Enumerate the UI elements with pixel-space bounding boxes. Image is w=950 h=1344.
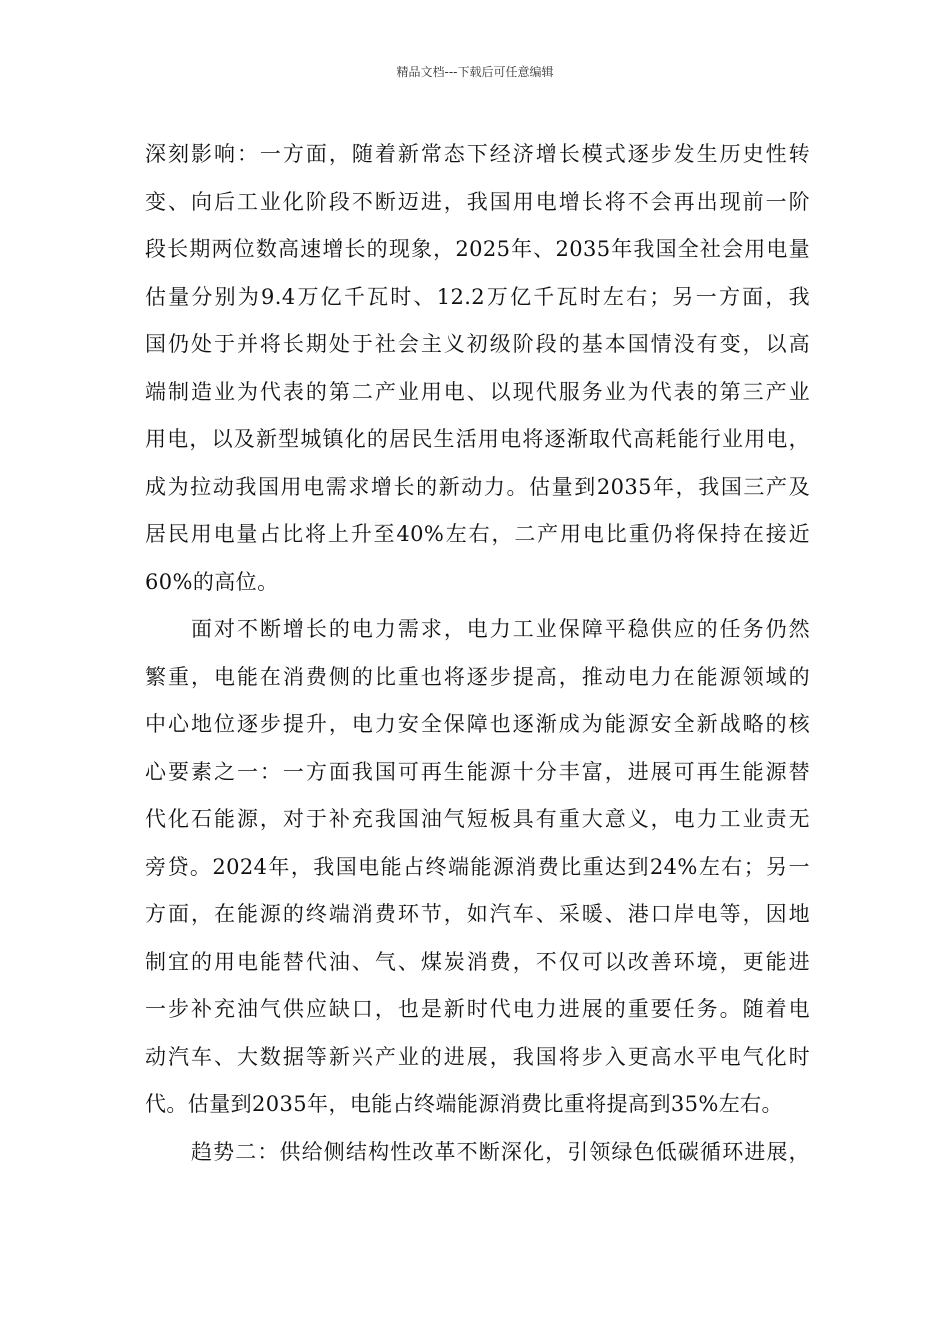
text-line: 估量分别为9.4万亿千瓦时、12.2万亿千瓦时左右；另一方面，我 <box>145 284 810 309</box>
text-line: 面对不断增长的电力需求，电力工业保障平稳供应的任务仍然 <box>191 617 810 641</box>
text-line: 旁贷。2024年，我国电能占终端能源消费比重达到24%左右；另一 <box>145 854 810 879</box>
text-line: 代。估量到2035年，电能占终端能源消费比重将提高到35%左右。 <box>145 1092 783 1116</box>
text-line: 趋势二：供给侧结构性改革不断深化，引领绿色低碳循环进展， <box>191 1139 810 1164</box>
text-line: 端制造业为代表的第二产业用电、以现代服务业为代表的第三产业 <box>145 379 810 404</box>
document-body <box>145 131 810 1176</box>
text-line: 用电，以及新型城镇化的居民生活用电将逐渐取代高耗能行业用电， <box>145 427 810 451</box>
text-line: 成为拉动我国用电需求增长的新动力。估量到2035年，我国三产及 <box>145 474 810 499</box>
page-header: 精品文档---下载后可任意编辑 <box>396 65 554 79</box>
text-line: 一步补充油气供应缺口，也是新时代电力进展的重要任务。随着电 <box>145 997 810 1021</box>
text-line: 动汽车、大数据等新兴产业的进展，我国将步入更高水平电气化时 <box>145 1044 810 1069</box>
text-line: 段长期两位数高速增长的现象，2025年、2035年我国全社会用电量 <box>145 237 810 261</box>
text-line: 中心地位逐步提升，电力安全保障也逐渐成为能源安全新战略的核 <box>145 712 810 736</box>
text-line: 国仍处于并将长期处于社会主义初级阶段的基本国情没有变，以高 <box>145 332 810 356</box>
text-line: 居民用电量占比将上升至40%左右，二产用电比重仍将保持在接近 <box>145 522 810 546</box>
text-line: 心要素之一：一方面我国可再生能源十分丰富，进展可再生能源替 <box>145 759 810 784</box>
paragraph-2 <box>145 606 810 1129</box>
text-line: 方面，在能源的终端消费环节，如汽车、采暖、港口岸电等，因地 <box>145 902 810 926</box>
text-line: 深刻影响：一方面，随着新常态下经济增长模式逐步发生历史性转 <box>145 142 810 166</box>
text-line: 60%的高位。 <box>145 569 279 594</box>
paragraph-3 <box>145 1129 810 1177</box>
paragraph-1 <box>145 131 810 606</box>
text-line: 繁重，电能在消费侧的比重也将逐步提高，推动电力在能源领域的 <box>145 664 810 689</box>
text-line: 制宜的用电能替代油、气、煤炭消费，不仅可以改善环境，更能进 <box>145 949 810 974</box>
text-line: 代化石能源，对于补充我国油气短板具有重大意义，电力工业责无 <box>145 807 810 831</box>
text-line: 变、向后工业化阶段不断迈进，我国用电增长将不会再出现前一阶 <box>145 189 810 214</box>
